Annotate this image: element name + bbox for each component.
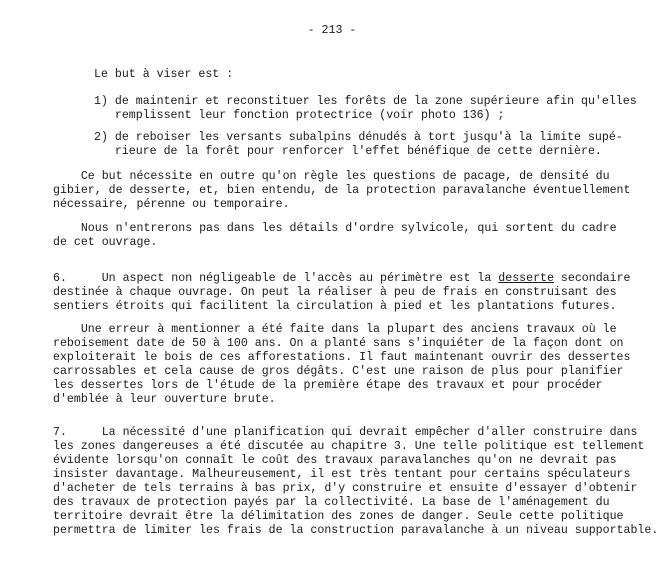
section-6-line-1 xyxy=(53,272,630,286)
page-number: - 213 - xyxy=(307,24,357,37)
section-6-line-1-end: secondaire xyxy=(553,272,631,285)
section-6-line-2: destinée à chaque ouvrage. On peut la réaliser à peu de frais en construisant des xyxy=(53,286,617,299)
section-7-line-1: 7. La nécessité d'une planification qui devrait empêcher d'aller construire dans xyxy=(53,426,638,439)
paragraph-3-line-3: exploiterait le bois de ces afforestations. Il faut maintenant ouvrir des dessertes xyxy=(53,351,631,364)
section-6-line-1-start: 6. Un aspect non négligeable de l'accès au périmètre est la xyxy=(53,272,499,285)
section-7-line-6: des travaux de protection payés par la collectivité. La base de l'aménagement du xyxy=(53,496,610,509)
paragraph-3-line-2: reboisement date de 50 à 100 ans. On a planté sans s'inquiéter de la façon dont on xyxy=(53,337,624,350)
paragraph-2-line-2: de cet ouvrage. xyxy=(53,236,158,249)
list-item-2-line-1: 2) de reboiser les versants subalpins dénudés à tort jusqu'à la limite supé- xyxy=(94,131,623,144)
section-7-line-3: évidente lorsqu'on connaît le coût des travaux paravalanches qu'on ne devrait pas xyxy=(53,454,617,467)
list-item-2-line-2: rieure de la forêt pour renforcer l'effet bénéfique de cette dernière. xyxy=(94,145,602,158)
paragraph-3-line-5: les dessertes lors de l'étude de la première étape des travaux et pour procéder xyxy=(53,379,603,392)
section-6-line-3: sentiers étroits qui facilitent la circulation à pied et les plantations futures. xyxy=(53,300,617,313)
section-7-line-8: permettra de limiter les frais de la construction paravalanche à un niveau supportable. xyxy=(53,524,659,537)
paragraph-3-line-1: Une erreur à mentionner a été faite dans la plupart des anciens travaux où le xyxy=(53,323,617,336)
intro-line: Le but à viser est : xyxy=(94,68,234,81)
section-7-line-2: les zones dangereuses a été discutée au chapitre 3. Une telle politique est tellement xyxy=(53,440,645,453)
paragraph-3-line-6: d'emblée à leur ouverture brute. xyxy=(53,393,276,406)
section-7-line-7: territoire devrait être la délimitation des zones de danger. Seule cette politique xyxy=(53,510,624,523)
desserte-underlined: desserte xyxy=(498,272,554,285)
list-item-1-line-1: 1) de maintenir et reconstituer les forêts de la zone supérieure afin qu'elles xyxy=(94,95,637,108)
paragraph-1-line-2: gibier, de desserte, et, bien entendu, de la protection paravalanche éventuellement xyxy=(53,184,631,197)
section-7-line-4: insister davantage. Malheureusement, il est très tentant pour certains spéculateurs xyxy=(53,468,631,481)
paragraph-1-line-1: Ce but nécessite en outre qu'on règle les questions de pacage, de densité du xyxy=(53,170,610,183)
paragraph-3-line-4: carrossables et cela cause de gros dégâts. C'est une raison de plus pour planifier xyxy=(53,365,624,378)
paragraph-1-line-3: nécessaire, pérenne ou temporaire. xyxy=(53,198,290,211)
paragraph-2-line-1: Nous n'entrerons pas dans les détails d'ordre sylvicole, qui sortent du cadre xyxy=(53,222,617,235)
list-item-1-line-2: remplissent leur fonction protectrice (voir photo 136) ; xyxy=(94,109,505,122)
section-7-line-5: d'acheter de tels terrains à bas prix, d'y construire et ensuite d'essayer d'obtenir xyxy=(53,482,638,495)
